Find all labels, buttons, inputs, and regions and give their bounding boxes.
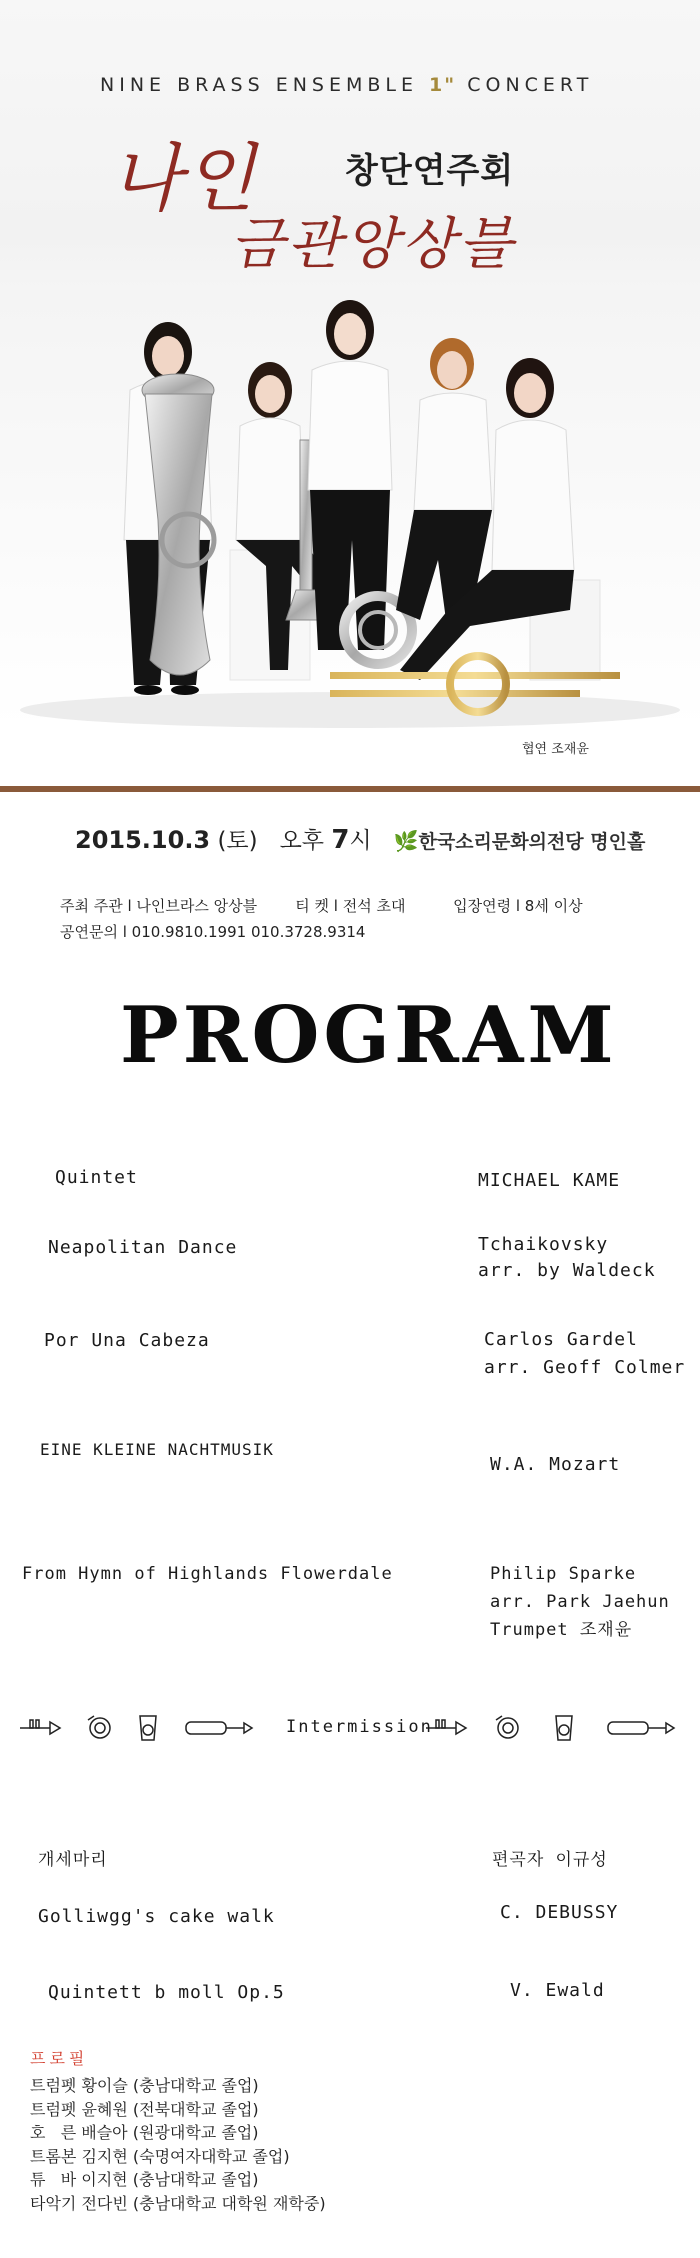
program-title: PROGRAM [120,990,618,1081]
program-piece-3: Por Una Cabeza [44,1330,210,1351]
intermission-label: Intermission [286,1717,433,1737]
program-piece-4: EINE KLEINE NACHTMUSIK [40,1440,274,1459]
tuba-doodle-icon [140,1716,156,1740]
tuba-doodle-icon-2 [556,1716,572,1740]
concert-label: 창단연주회 [345,151,515,191]
event-hour: 7 [331,825,350,855]
profile-member-6: 타악기 전다빈 (충남대학교 대학원 재학중) [30,2193,326,2213]
intermission-divider [18,1708,688,1748]
event-hour-unit: 시 [349,828,372,854]
event-venue: 한국소리문화의전당 명인홀 [418,831,646,853]
poster-header [0,0,700,785]
program-composer-4: W.A. Mozart [490,1454,621,1475]
host-ticket-age-line: 주최 주관 l 나인브라스 앙상블 티 켓 l 전석 초대 입장연령 l 8세 이상 [60,897,583,915]
program-piece-5: From Hymn of Highlands Flowerdale [22,1564,393,1584]
program-piece-8: Quintett b moll Op.5 [48,1982,285,2003]
trombone-doodle-icon-2 [608,1722,674,1734]
program-piece-1: Quintet [55,1167,138,1188]
contact-line: 공연문의 l 010.9810.1991 010.3728.9314 [60,923,366,941]
english-title-suffix: CONCERT [467,74,594,96]
program-piece-2: Neapolitan Dance [48,1237,238,1258]
horn-doodle-icon-2 [496,1716,518,1738]
english-title [100,74,620,96]
program-composer-6: 편곡자 이규성 [492,1850,608,1870]
profile-member-2: 트럼펫 윤혜원 (전북대학교 졸업) [30,2099,259,2119]
profile-title: 프로필 [30,2049,89,2068]
english-title-number: 1" [429,74,457,96]
ensemble-name-line2: 금관앙상블 [230,212,516,277]
event-weekday: (토) [217,828,258,854]
program-piece-6: 개세마리 [38,1850,108,1870]
ensemble-name-line1: 나인 [110,136,257,222]
program-composer-8: V. Ewald [510,1980,605,2001]
program-composer-1: MICHAEL KAME [478,1170,621,1191]
horn-doodle-icon [88,1716,110,1738]
program-composer-2: Tchaikovsky arr. by Waldeck [478,1234,656,1281]
profile-member-3: 호 른 배슬아 (원광대학교 졸업) [30,2123,259,2142]
profile-member-5: 튜 바 이지현 (충남대학교 졸업) [30,2170,259,2189]
program-composer-3: Carlos Gardel arr. Geoff Colmer [484,1329,686,1378]
program-composer-5: Philip Sparke arr. Park Jaehun Trumpet 조재윤 [490,1564,670,1640]
profile-list [30,2074,326,2215]
program-composer-7: C. DEBUSSY [500,1902,619,1923]
trumpet-doodle-icon [20,1720,60,1734]
english-title-prefix: NINE BRASS ENSEMBLE [100,74,418,96]
divider-rule [0,786,700,792]
program-piece-7: Golliwgg's cake walk [38,1906,275,1927]
event-date-line [75,822,645,855]
event-ampm: 오후 [279,828,324,854]
guest-credit: 협연 조재윤 [522,742,589,757]
profile-member-1: 트럼펫 황이슬 (충남대학교 졸업) [30,2076,259,2095]
profile-member-4: 트롬본 김지현 (숙명여자대학교 졸업) [30,2146,290,2166]
event-date: 2015.10.3 [75,826,211,854]
ensemble-group-photo [0,290,700,730]
trombone-doodle-icon [186,1722,252,1734]
venue-leaf-icon: 🌿 [393,829,419,853]
